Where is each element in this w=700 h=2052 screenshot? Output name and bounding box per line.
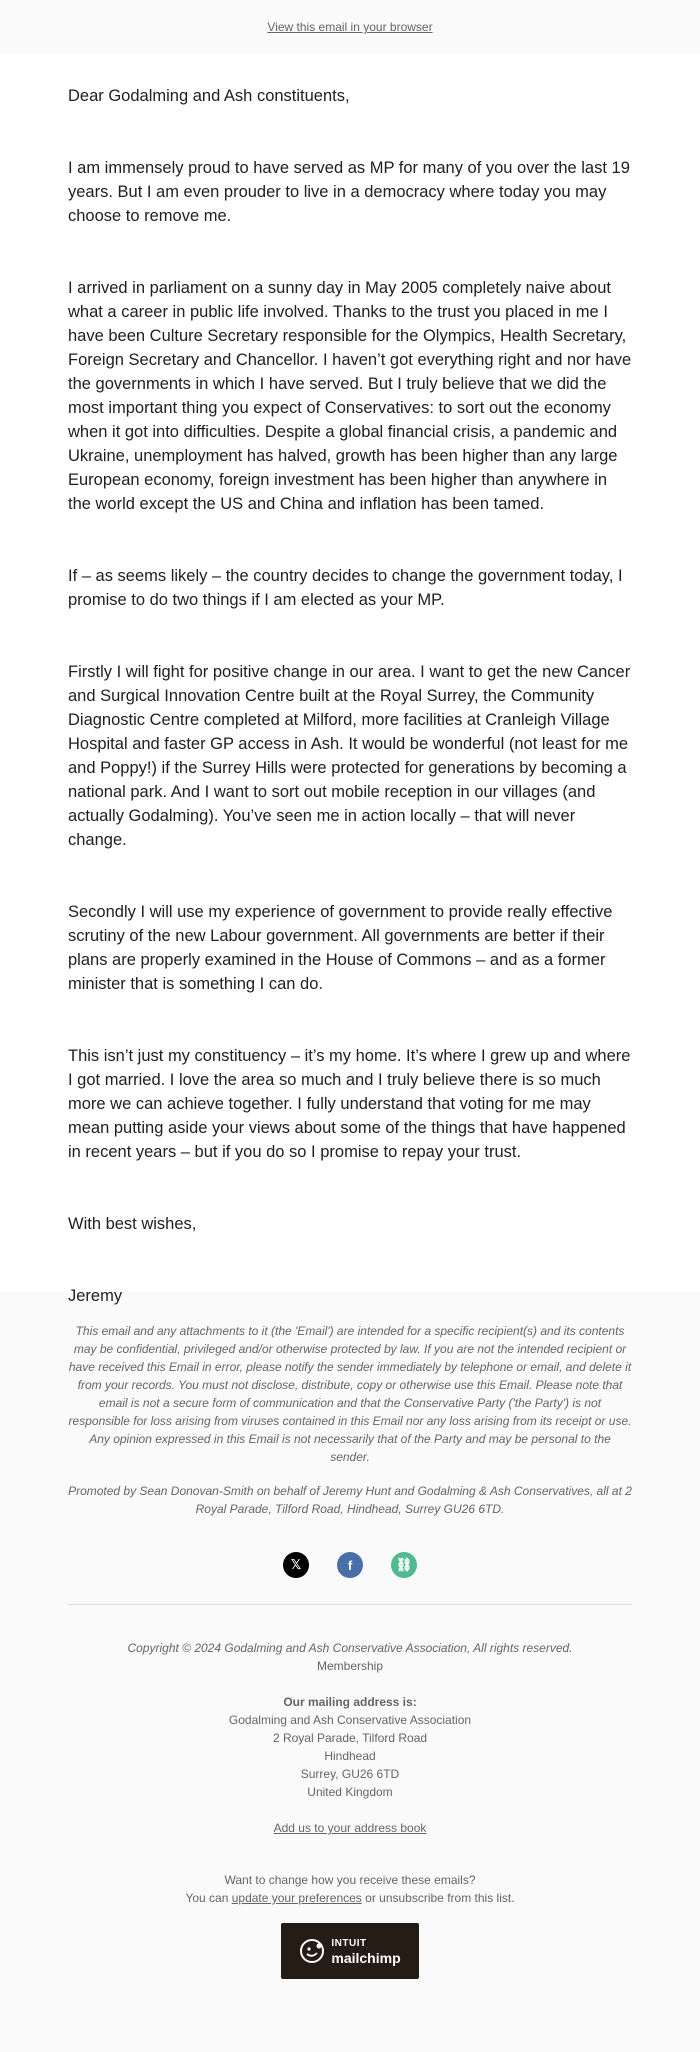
address-line: Surrey, GU26 6TD [300, 1767, 400, 1781]
letter-paragraph-4: Firstly I will fight for positive change in our area. I want to get the new Cancer and Surgical Innovation Centre built at the Royal Surrey, the Community Diagnostic Centre completed at Milford, more facilities at Cranleigh Village Hospital and faster GP access in Ash. It would be wonderful (not least for me and Poppy!) if the Surrey Hills were protected for generations by becoming a national park. And I want to sort out mobile reception in our villages (and actually Godalming). You’ve seen me in action locally – that will never change. [68, 663, 631, 849]
letter-body [0, 54, 700, 1305]
mailchimp-badge[interactable] [281, 1923, 419, 1979]
update-preferences-link[interactable]: update your preferences [231, 1891, 362, 1905]
signature: Jeremy [68, 1287, 123, 1305]
mailchimp-wordmark [331, 1937, 400, 1965]
signoff: With best wishes, [68, 1215, 197, 1233]
mailing-address [68, 1693, 632, 1801]
legal-disclaimer: This email and any attachments to it (the 'Email') are intended for a specific recipient(s) and its contents may be confidential, privileged and/or otherwise protected by law. If you are not the intended recipient or have received this Email in error, please notify the sender immediately by telephone or email, and delete it from your records. You must not disclose, distribute, copy or otherwise use this Email. Please note that email is not a secure form of communication and that the Conservative Party ('the Party') is not responsible for loss arising from viruses contained in this Email nor any loss arising from its receipt or use. Any opinion expressed in this Email is not necessarily that of the Party and may be personal to the sender. [68, 1324, 632, 1464]
letter-paragraph-3: If – as seems likely – the country decides to change the government today, I promise to do two things if I am elected as your MP. [68, 567, 623, 609]
address-line: Hindhead [324, 1749, 376, 1763]
address-book-row [68, 1819, 632, 1837]
facebook-icon[interactable]: f [337, 1552, 363, 1578]
view-in-browser-link[interactable]: View this email in your browser [267, 20, 433, 34]
copyright: Copyright © 2024 Godalming and Ash Conservative Association, All rights reserved. [127, 1641, 573, 1655]
membership-label: Membership [316, 1659, 384, 1673]
preheader [0, 0, 700, 54]
social-links [68, 1552, 632, 1580]
preferences-line [68, 1889, 632, 1907]
salutation: Dear Godalming and Ash constituents, [68, 87, 350, 105]
address-line: Godalming and Ash Conservative Association [228, 1713, 472, 1727]
letter-paragraph-2: I arrived in parliament on a sunny day in May 2005 completely naive about what a career in public life involved. Thanks to the trust you placed in me I have been Culture Secretary responsible for the Olympics, Health Secretary, Foreign Secretary and Chancellor. I haven’t got everything right and nor have the governments in which I have served. But I truly believe that we did the most important thing you expect of Conservatives: to sort out the economy when it got into difficulties. Despite a global financial crisis, a pandemic and Ukraine, unemployment has halved, growth has been higher than any large European economy, foreign investment has been higher than anywhere in the world except the US and China and inflation has been tamed. [68, 279, 632, 513]
footer [0, 1292, 700, 2052]
preferences-suffix: or unsubscribe from this list. [361, 1891, 515, 1905]
preferences-prefix: You can [185, 1891, 232, 1905]
preferences-question: Want to change how you receive these emails? [224, 1873, 476, 1887]
address-line: United Kingdom [307, 1785, 393, 1799]
address-line: 2 Royal Parade, Tilford Road [272, 1731, 428, 1745]
promoted-by-notice: Promoted by Sean Donovan-Smith on behalf of Jeremy Hunt and Godalming & Ash Conservatives, all at 2 Royal Parade, Tilford Road, Hindhead, Surrey GU26 6TD. [68, 1484, 632, 1516]
letter-paragraph-1: I am immensely proud to have served as MP for many of you over the last 19 years. But I am even prouder to live in a democracy where today you may choose to remove me. [68, 159, 630, 225]
website-link-icon[interactable]: ⛓ [391, 1552, 417, 1578]
x-twitter-icon[interactable]: 𝕏 [283, 1552, 309, 1578]
mailing-address-title: Our mailing address is: [283, 1695, 417, 1709]
preferences-notice [68, 1871, 632, 1907]
footer-divider [68, 1604, 632, 1605]
letter-paragraph-6: This isn’t just my constituency – it’s my home. It’s where I grew up and where I got married. I love the area so much and I truly believe there is so much more we can achieve together. I fully understand that voting for me may mean putting aside your views about some of the things that have happened in recent years – but if you do so I promise to repay your trust. [68, 1047, 631, 1161]
brand-mailchimp: mailchimp [331, 1950, 401, 1966]
add-to-address-book-link[interactable]: Add us to your address book [273, 1821, 427, 1835]
mailchimp-logo-icon [299, 1938, 325, 1964]
letter-paragraph-5: Secondly I will use my experience of government to provide really effective scrutiny of the new Labour government. All governments are better if their plans are properly examined in the House of Commons – and as a former minister that is something I can do. [68, 903, 613, 993]
brand-intuit: INTUIT [331, 1938, 367, 1949]
